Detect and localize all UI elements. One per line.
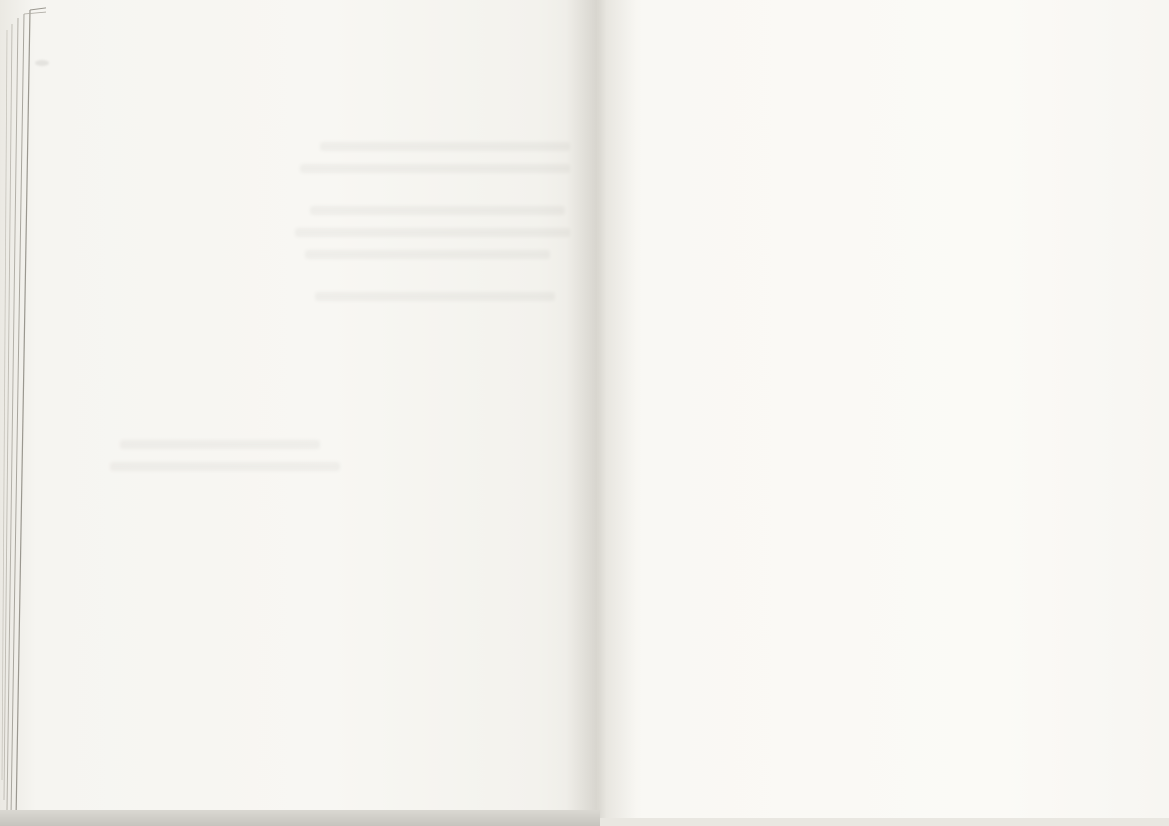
scan-bottom-edge bbox=[0, 810, 600, 826]
scan-bottom-edge-right bbox=[600, 818, 1169, 826]
star-chart-container bbox=[597, 50, 1169, 552]
star-chart bbox=[597, 50, 1169, 552]
table-header bbox=[70, 97, 595, 113]
